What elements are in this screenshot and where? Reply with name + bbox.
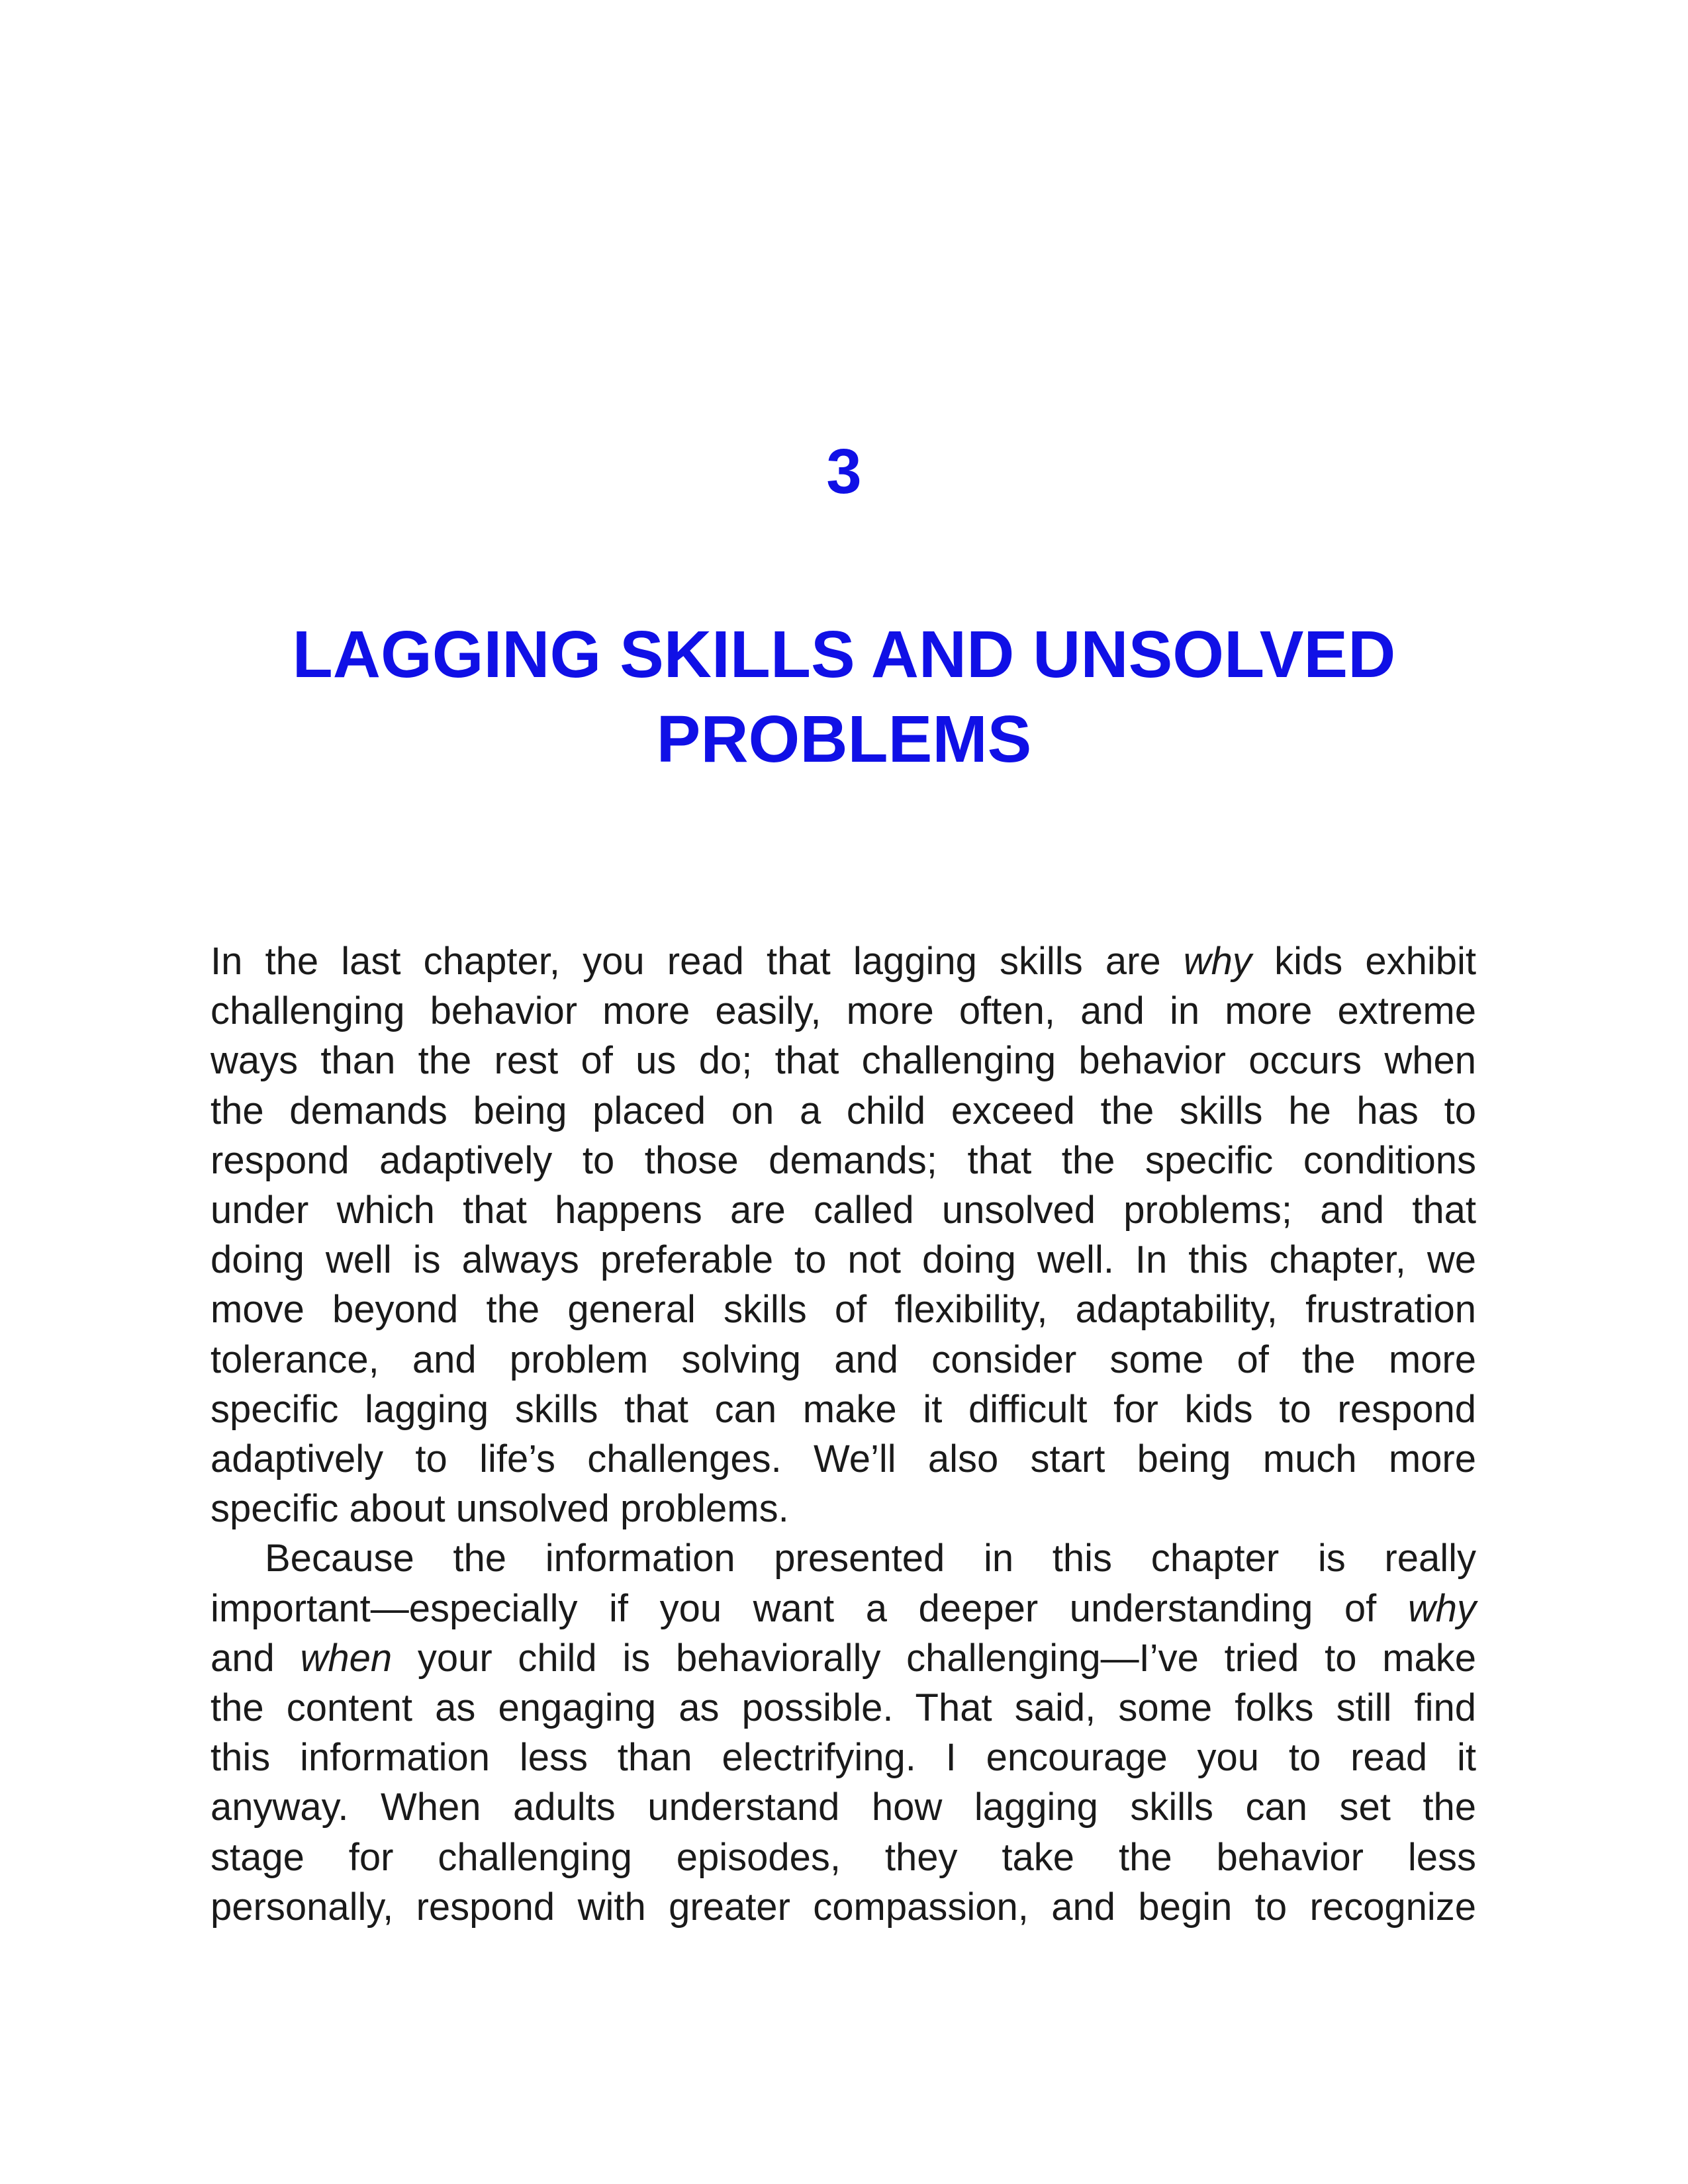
text-line: stage for challenging episodes, they take the behavior less — [211, 1835, 1476, 1879]
text-line: challenging behavior more easily, more often, and in more extreme — [211, 989, 1476, 1033]
text-line: the demands being placed on a child exceed the skills he has to — [211, 1089, 1476, 1132]
text-line: specific about unsolved problems. — [211, 1487, 789, 1531]
text-line: ways than the rest of us do; that challenging behavior occurs when — [211, 1039, 1476, 1083]
text-line: personally, respond with greater compassion, and begin to recognize — [211, 1885, 1476, 1929]
text-line: move beyond the general skills of flexibility, adaptability, frustration — [211, 1288, 1476, 1332]
text-line: respond adaptively to those demands; that the specific conditions — [211, 1138, 1476, 1182]
chapter-title-line-2: PROBLEMS — [656, 702, 1032, 776]
chapter-title-line-1: LAGGING SKILLS AND UNSOLVED — [292, 617, 1396, 692]
text-line: and when your child is behaviorally challenging—I’ve tried to make — [211, 1636, 1477, 1680]
text-line: under which that happens are called unsolved problems; and that — [211, 1189, 1476, 1232]
paragraph — [211, 1533, 1476, 1932]
text-line: Because the information presented in this chapter is really — [265, 1537, 1476, 1580]
text-line: adaptively to life’s challenges. We’ll also start being much more — [211, 1437, 1476, 1481]
emphasis: why — [1407, 1586, 1476, 1630]
paragraph — [211, 936, 1476, 1533]
body-text — [211, 936, 1476, 1932]
text-line: specific lagging skills that can make it difficult for kids to respond — [211, 1387, 1476, 1431]
text-line: important—especially if you want a deeper understanding of why — [211, 1586, 1476, 1630]
text-line: tolerance, and problem solving and consider some of the more — [211, 1338, 1476, 1381]
text-line: this information less than electrifying. I encourage you to read it — [211, 1736, 1476, 1780]
chapter-title — [199, 612, 1489, 782]
chapter-number: 3 — [826, 436, 862, 507]
text-line: In the last chapter, you read that lagging skills are why kids exhibit — [211, 940, 1476, 983]
text-line: the content as engaging as possible. That said, some folks still find — [211, 1686, 1476, 1730]
emphasis: why — [1183, 940, 1252, 983]
emphasis: when — [300, 1636, 393, 1680]
text-line: doing well is always preferable to not doing well. In this chapter, we — [211, 1238, 1476, 1282]
text-line: anyway. When adults understand how lagging skills can set the — [211, 1786, 1476, 1829]
